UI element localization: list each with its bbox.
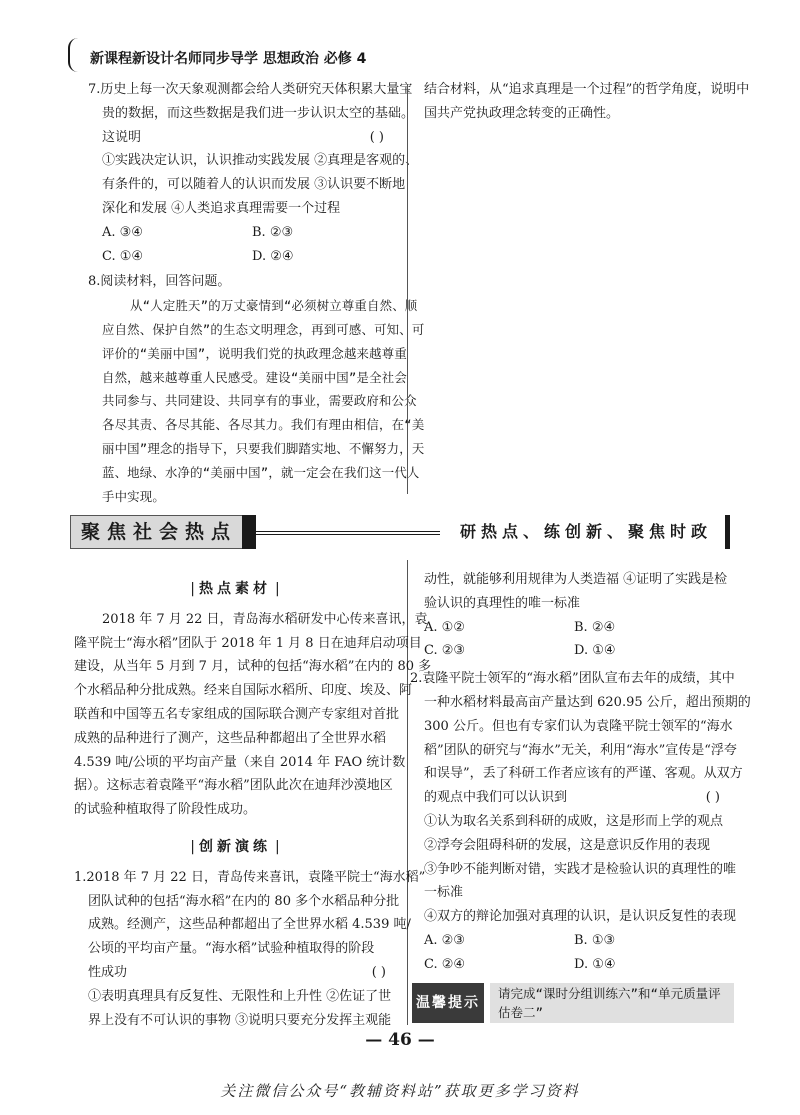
material-line: 成熟的品种进行了测产，这些品种都超出了全世界水稻 xyxy=(74,730,387,746)
book-title: 新课程新设计名师同步导学 思想政治 必修 4 xyxy=(90,51,367,67)
q7-option-line: 有条件的，可以随着人的认识而发展 ③认识要不断地 xyxy=(102,177,406,193)
question-2-block xyxy=(410,667,751,976)
q2-line: 稻”团队的研究与“海水”无关，利用“海水”宣传是“浮夸 xyxy=(424,742,737,758)
innovation-heading: | 创新演练 | xyxy=(190,838,280,855)
q2-option-line: ②浮夸会阻碍科研的发展，这是意识反作用的表现 xyxy=(424,837,711,853)
material-line: 2018 年 7 月 22 日，青岛海水稻研发中心传来喜讯，袁 xyxy=(102,611,428,627)
material-line: 个水稻品种分批成熟。经来自国际水稻所、印度、埃及、阿 xyxy=(74,683,413,699)
tip-label: 温馨提示 xyxy=(412,983,484,1023)
banner-rule xyxy=(256,515,440,549)
excerpt-line: 共同参与、共同建设、共同享有的事业，需要政府和公众 xyxy=(102,393,417,409)
q1-option-line: ①表明真理具有反复性、无限性和上升性 ②佐证了世 xyxy=(88,988,392,1004)
q7-stem-end xyxy=(88,126,394,150)
q2-stem-text: 的观点中我们可以认识到 xyxy=(424,790,568,806)
q8-excerpt xyxy=(88,294,425,508)
q7-choice-row xyxy=(88,221,394,245)
excerpt-line: 评价的“美丽中国”，说明我们党的执政理念越来越尊重 xyxy=(102,345,407,361)
q1-option-line: 动性，就能够利用规律为人类造福 ④证明了实践是检 xyxy=(424,572,728,587)
choice-a: A. ①② xyxy=(424,619,465,635)
q1-stem-text: 性成功 xyxy=(88,964,128,980)
q2-choice-row xyxy=(424,929,730,953)
answer-blank: ( ) xyxy=(369,129,384,145)
q2-line: 和误导”，丢了科研工作者应该有的严谨、客观。从双方 xyxy=(424,766,743,782)
innovation-label: 创新演练 xyxy=(199,838,271,855)
answer-blank: ( ) xyxy=(371,964,386,980)
q1-line: 1.2018 年 7 月 22 日，青岛传来喜讯，袁隆平院士“海水稻” xyxy=(74,869,426,885)
banner-title: 聚焦社会热点 xyxy=(70,515,248,549)
hot-material-text xyxy=(74,608,432,822)
q1-option-line: 界上没有不可认识的事物 ③说明只要充分发挥主观能 xyxy=(88,1012,392,1028)
excerpt-line: 从“人定胜天”的万丈豪情到“必须树立尊重自然、顺 xyxy=(130,298,418,314)
q7-line: 贵的数据，而这些数据是我们进一步认识太空的基础。 xyxy=(102,105,415,121)
q2-stem-end xyxy=(424,786,730,810)
choice-d: D. ①④ xyxy=(574,956,616,972)
choice-b: B. ②④ xyxy=(574,619,616,635)
q2-line: 300 公斤。但也有专家们认为袁隆平院士领军的“海水 xyxy=(424,718,733,734)
q7-line: 7.历史上每一次天象观测都会给人类研究天体积累大量宝 xyxy=(88,82,413,97)
excerpt-line: 丽中国”理念的指导下，只要我们脚踏实地、不懈努力，天 xyxy=(102,440,425,456)
q2-line: 2.袁隆平院士领军的“海水稻”团队宣布去年的成绩，其中 xyxy=(410,671,735,687)
banner-end-bar xyxy=(725,515,730,549)
excerpt-line: 自然，越来越尊重人民感受。建设“美丽中国”是全社会 xyxy=(102,369,407,385)
q1-choice-row xyxy=(424,639,730,663)
q2-option-line: ④双方的辩论加强对真理的认识，是认识反复性的表现 xyxy=(424,909,737,925)
choice-c: C. ②④ xyxy=(424,956,466,972)
q2-choice-row xyxy=(424,953,730,977)
q8-title: 8.阅读材料，回答问题。 xyxy=(88,274,231,290)
material-line: 据）。这标志着袁隆平“海水稻”团队此次在迪拜沙漠地区 xyxy=(74,778,393,794)
q1-option-line: 验认识的真理性的唯一标准 xyxy=(424,595,581,611)
q1-line: 团队试种的包括“海水稻”在内的 80 多个水稻品种分批 xyxy=(88,893,400,909)
choice-a: A. ②③ xyxy=(424,932,465,948)
choice-d: D. ①④ xyxy=(574,643,616,659)
section-banner xyxy=(70,515,730,549)
header-bracket xyxy=(68,38,78,72)
tip-text: 请完成“课时分组训练六”和“单元质量评估卷二” xyxy=(490,983,734,1023)
q8-question-line: 结合材料，从“追求真理是一个过程”的哲学角度，说明中 xyxy=(424,82,750,97)
choice-d: D. ②④ xyxy=(252,248,294,264)
hot-topic-column xyxy=(74,578,432,1032)
q2-option-line: 一标准 xyxy=(424,885,464,901)
choice-b: B. ①③ xyxy=(574,932,616,948)
banner-divider xyxy=(242,515,256,549)
choice-c: C. ②③ xyxy=(424,643,466,659)
excerpt-line: 蓝、地绿、水净的“美丽中国”，就一定会在我们这一代人 xyxy=(102,464,420,480)
tip-box xyxy=(416,983,730,1023)
footer-note: 关注微信公众号“教辅资料站”获取更多学习资料 xyxy=(220,1082,580,1100)
material-line: 4.539 吨/公顷的平均亩产量（来自 2014 年 FAO 统计数 xyxy=(74,754,406,770)
q1-stem-end xyxy=(74,961,396,985)
choice-c: C. ①④ xyxy=(102,248,144,264)
material-line: 隆平院士“海水稻”团队于 2018 年 1 月 8 日在迪拜启动项目 xyxy=(74,635,422,651)
q1-line: 成熟。经测产，这些品种都超出了全世界水稻 4.539 吨/ xyxy=(88,917,411,933)
q2-line: 一种水稻材料最高亩产量达到 620.95 公斤，超出预期的 xyxy=(424,694,751,710)
q7-choice-row xyxy=(88,245,394,269)
answer-blank: ( ) xyxy=(705,790,720,806)
questions-right-column xyxy=(410,568,751,1023)
q7-option-line: 深化和发展 ④人类追求真理需要一个过程 xyxy=(102,200,341,216)
q1-line: 公顷的平均亩产量。“海水稻”试验种植取得的阶段 xyxy=(88,941,375,957)
q1-choice-row xyxy=(424,616,730,640)
question-7-block xyxy=(88,78,425,508)
excerpt-line: 手中实现。 xyxy=(102,488,165,504)
q7-option-line: ①实践决定认识，认识推动实践发展 ②真理是客观的、 xyxy=(102,153,419,169)
question-1-block xyxy=(74,866,426,1033)
q8-question-line: 国共产党执政理念转变的正确性。 xyxy=(424,105,620,121)
question-8-prompt xyxy=(424,78,750,126)
material-line: 的试验种植取得了阶段性成功。 xyxy=(74,802,257,818)
hot-material-heading: | 热点素材 | xyxy=(190,581,280,597)
choice-b: B. ②③ xyxy=(252,224,294,240)
column-divider xyxy=(407,84,408,494)
q7-stem-text: 这说明 xyxy=(102,129,142,145)
choice-a: A. ③④ xyxy=(102,224,143,240)
excerpt-line: 各尽其责、各尽其能、各尽其力。我们有理由相信，在“美 xyxy=(102,417,425,433)
excerpt-line: 应自然、保护自然”的生态文明理念，再到可感、可知、可 xyxy=(102,321,425,337)
q2-option-line: ③争吵不能判断对错，实践才是检验认识的真理性的唯 xyxy=(424,861,737,877)
material-line: 联酋和中国等五名专家组成的国际联合测产专家组对首批 xyxy=(74,706,400,722)
material-line: 建设，从当年 5 月到 7 月，试种的包括“海水稻”在内的 80 多 xyxy=(74,659,432,675)
q2-option-line: ①认为取名关系到科研的成败，这是形而上学的观点 xyxy=(424,813,724,829)
page-number: — 46 — xyxy=(365,1030,435,1050)
hot-material-label: 热点素材 xyxy=(199,581,271,597)
banner-subtitle: 研热点、练创新、聚焦时政 xyxy=(450,515,722,549)
